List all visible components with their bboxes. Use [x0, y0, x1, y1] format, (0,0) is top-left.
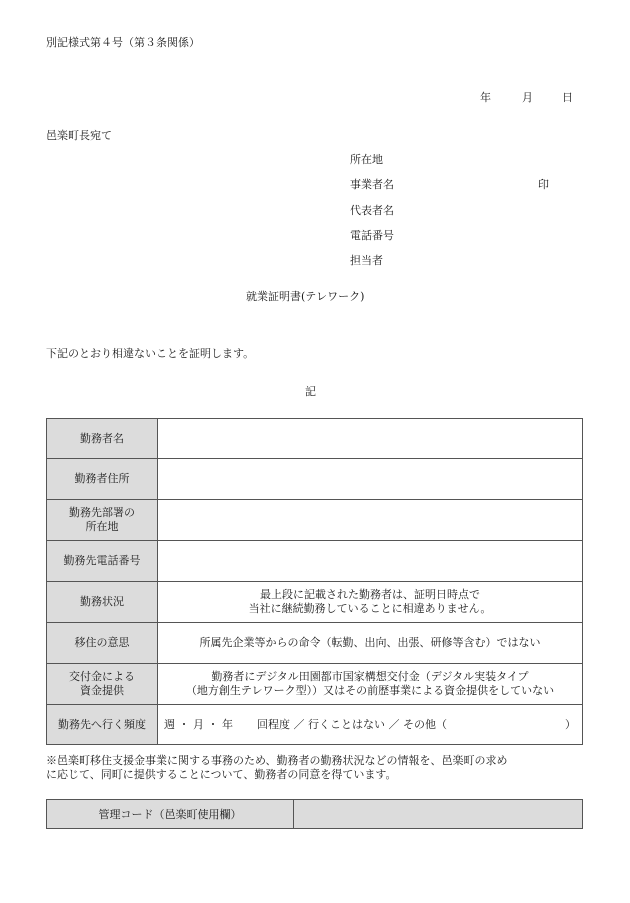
dept-location-label-line1: 勤務先部署の — [69, 506, 135, 519]
table-row — [47, 800, 583, 829]
work-status-line2: 当社に継続勤務していることに相違ありません。 — [248, 602, 492, 615]
date-year: 年 — [480, 91, 491, 104]
funding-value — [158, 664, 583, 705]
address-label: 所在地 — [350, 153, 383, 166]
relocation-value: 所属先企業等からの命令（転勤、出向、出張、研修等含む）ではない — [158, 623, 583, 664]
contact-label: 担当者 — [350, 254, 383, 267]
business-name-label: 事業者名 — [350, 178, 394, 191]
date-line — [480, 91, 573, 105]
date-month: 月 — [522, 91, 533, 104]
work-status-label: 勤務状況 — [47, 582, 158, 623]
work-status-value — [158, 582, 583, 623]
addressee: 邑楽町長宛て — [46, 129, 112, 142]
funding-line2: （地方創生テレワーク型））又はその前歴事業による資金提供をしていない — [185, 684, 555, 697]
dept-location-label — [47, 500, 158, 541]
frequency-value[interactable] — [158, 705, 583, 745]
consent-note-line1: ※邑楽町移住支援金事業に関する事務のため、勤務者の勤務状況などの情報を、邑楽町の求め — [46, 754, 508, 767]
table-row — [47, 500, 583, 541]
frequency-close-paren: ） — [565, 717, 576, 731]
frequency-label: 勤務先へ行く頻度 — [47, 705, 158, 745]
dept-phone-field[interactable] — [158, 541, 583, 582]
funding-label — [47, 664, 158, 705]
document-title: 就業証明書(テレワーク) — [246, 290, 365, 303]
frequency-times[interactable]: 回程度 ／ 行くことはない ／ その他（ — [257, 717, 447, 731]
consent-note — [46, 754, 586, 782]
form-number: 別記様式第４号（第３条関係） — [46, 36, 200, 49]
work-status-line1: 最上段に記載された勤務者は、証明日時点で — [260, 588, 480, 601]
intro-text: 下記のとおり相違ないことを証明します。 — [46, 347, 255, 360]
table-row — [47, 459, 583, 500]
table-row — [47, 541, 583, 582]
consent-note-line2: に応じて、同町に提供することについて、勤務者の同意を得ています。 — [46, 768, 397, 781]
table-row — [47, 705, 583, 745]
table-row — [47, 623, 583, 664]
certificate-table — [46, 418, 583, 745]
worker-name-label: 勤務者名 — [47, 419, 158, 459]
worker-address-label: 勤務者住所 — [47, 459, 158, 500]
relocation-label: 移住の意思 — [47, 623, 158, 664]
date-day: 日 — [562, 91, 573, 104]
worker-name-field[interactable] — [158, 419, 583, 459]
seal-mark: 印 — [538, 178, 549, 191]
management-code-field[interactable] — [294, 800, 583, 829]
phone-label: 電話番号 — [350, 229, 394, 242]
dept-location-field[interactable] — [158, 500, 583, 541]
table-row — [47, 582, 583, 623]
worker-address-field[interactable] — [158, 459, 583, 500]
table-row — [47, 664, 583, 705]
funding-line1: 勤務者にデジタル田園都市国家構想交付金（デジタル実装タイプ — [211, 670, 529, 683]
dept-location-label-line2: 所在地 — [85, 520, 119, 533]
representative-label: 代表者名 — [350, 204, 394, 217]
table-row — [47, 419, 583, 459]
funding-label-line1: 交付金による — [69, 670, 135, 683]
dept-phone-label: 勤務先電話番号 — [47, 541, 158, 582]
frequency-units[interactable]: 週 ・ 月 ・ 年 — [164, 717, 233, 731]
funding-label-line2: 資金提供 — [80, 684, 124, 697]
management-code-label: 管理コード（邑楽町使用欄） — [47, 800, 294, 829]
management-code-table — [46, 799, 583, 829]
ki-heading: 記 — [305, 385, 316, 398]
